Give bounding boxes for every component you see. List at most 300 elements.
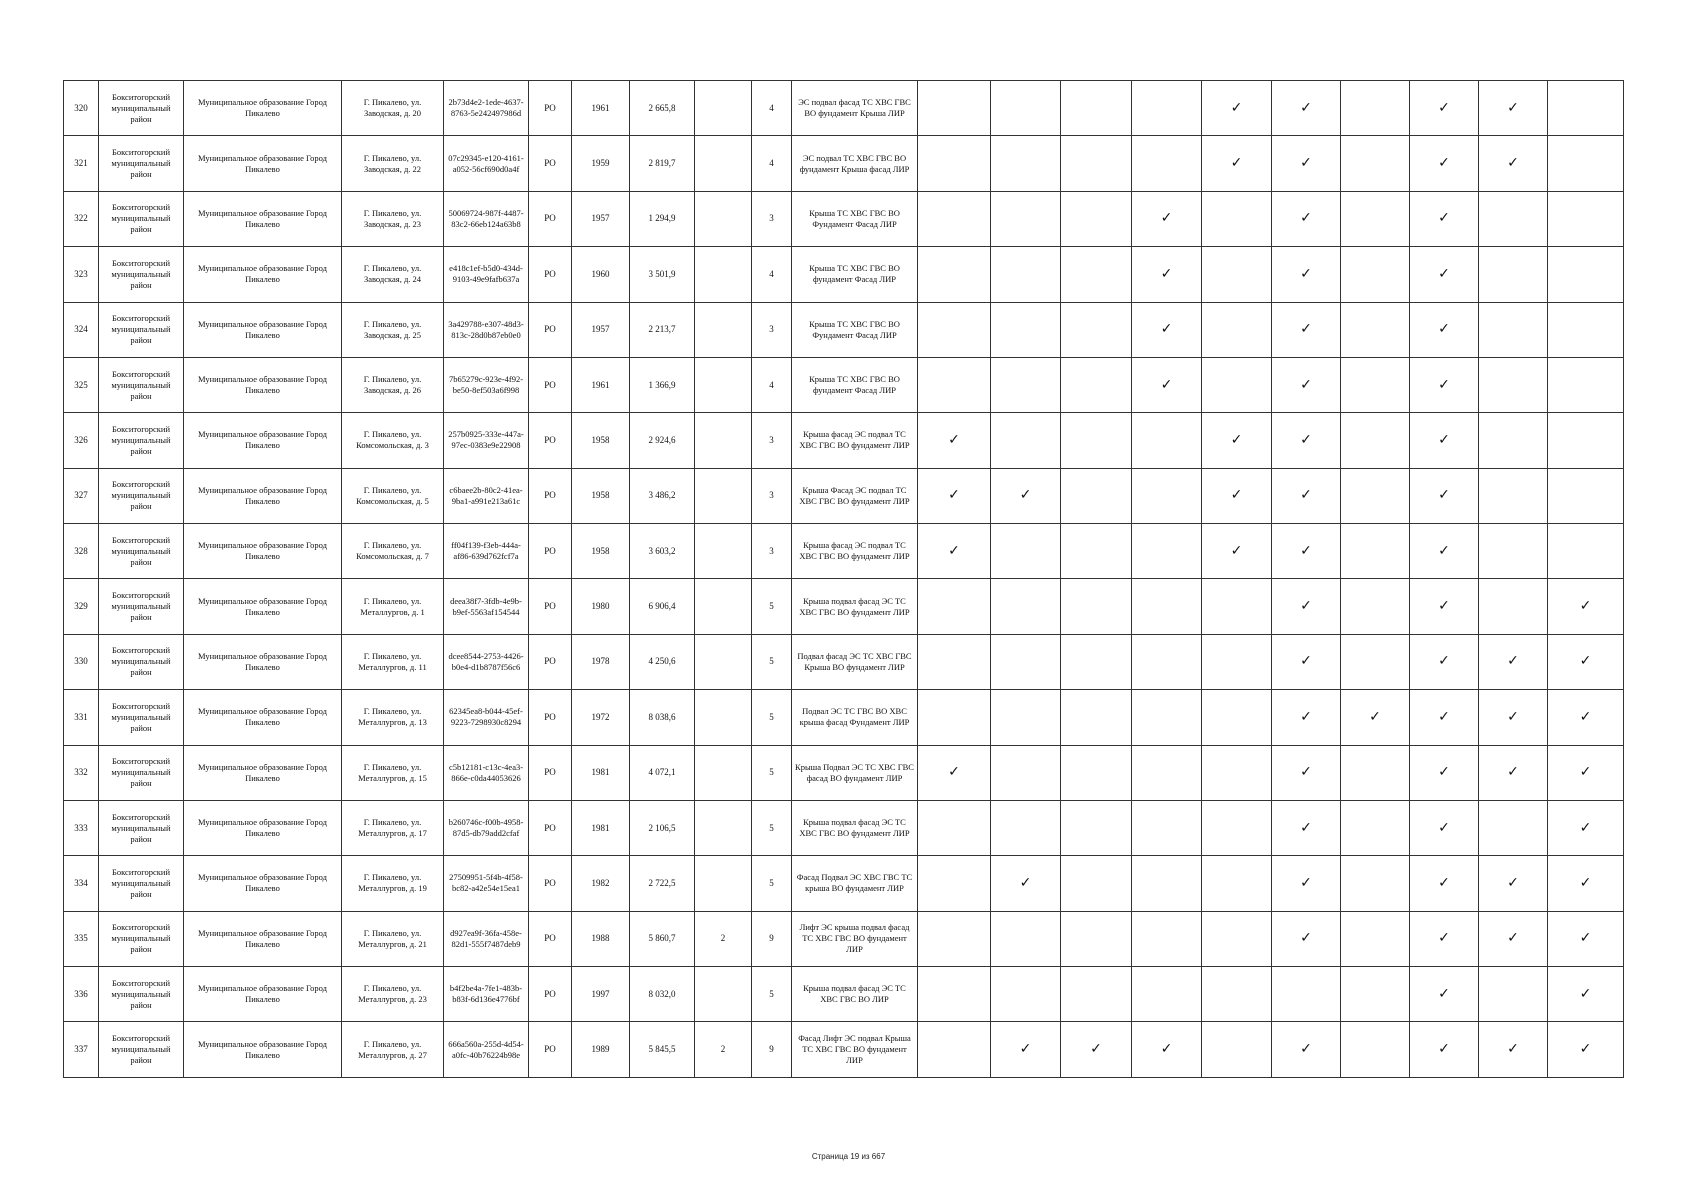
work-check-cell (1479, 800, 1548, 855)
work-check-cell (1548, 634, 1624, 689)
row-number: 324 (64, 302, 99, 357)
work-check-cell (1410, 690, 1479, 745)
check-mark-icon: ✓ (1300, 99, 1312, 116)
lifts-cell (695, 524, 752, 579)
work-check-cell (1061, 690, 1132, 745)
building-id-cell: d927ea9f-36fa-458e-82d1-555f7487deb9 (444, 911, 529, 966)
work-check-cell (1341, 191, 1410, 246)
building-id-cell: 27509951-5f4b-4f58-bc82-a42e54e15ea1 (444, 856, 529, 911)
type-cell: РО (529, 579, 572, 634)
row-number: 328 (64, 524, 99, 579)
work-check-cell (1341, 690, 1410, 745)
work-check-cell (1479, 302, 1548, 357)
check-mark-icon: ✓ (948, 542, 960, 559)
work-check-cell (1061, 524, 1132, 579)
row-number: 326 (64, 413, 99, 468)
floors-cell: 3 (752, 524, 792, 579)
work-check-cell (1341, 911, 1410, 966)
table-row (64, 690, 1624, 745)
work-check-cell (1410, 191, 1479, 246)
work-check-cell (1061, 81, 1132, 136)
area-cell: 5 845,5 (630, 1022, 695, 1078)
work-check-cell (1479, 1022, 1548, 1078)
check-mark-icon: ✓ (948, 764, 960, 781)
work-check-cell (1272, 413, 1341, 468)
year-cell: 1961 (572, 357, 630, 412)
row-number: 335 (64, 911, 99, 966)
work-check-cell (918, 468, 991, 523)
work-check-cell (1272, 690, 1341, 745)
work-check-cell (918, 524, 991, 579)
table-row (64, 191, 1624, 246)
work-check-cell (1202, 524, 1272, 579)
year-cell: 1958 (572, 468, 630, 523)
floors-cell: 9 (752, 911, 792, 966)
work-check-cell (918, 136, 991, 191)
works-list-cell: Фасад Лифт ЭС подвал Крыша ТС ХВС ГВС ВО фундамент ЛИР (792, 1022, 918, 1078)
work-check-cell (1202, 247, 1272, 302)
district-cell: Бокситогорский муниципальный район (99, 634, 184, 689)
works-list-cell: Крыша ТС ХВС ГВС ВО Фундамент Фасад ЛИР (792, 302, 918, 357)
type-cell: РО (529, 745, 572, 800)
works-list-cell: Крыша ТС ХВС ГВС ВО фундамент Фасад ЛИР (792, 357, 918, 412)
work-check-cell (1479, 468, 1548, 523)
type-cell: РО (529, 1022, 572, 1078)
floors-cell: 5 (752, 690, 792, 745)
row-number: 320 (64, 81, 99, 136)
works-list-cell: Крыша Фасад ЭС подвал ТС ХВС ГВС ВО фундамент ЛИР (792, 468, 918, 523)
work-check-cell (1341, 81, 1410, 136)
check-mark-icon: ✓ (1438, 542, 1450, 559)
work-check-cell (918, 357, 991, 412)
works-list-cell: Лифт ЭС крыша подвал фасад ТС ХВС ГВС ВО фундамент ЛИР (792, 911, 918, 966)
row-number: 321 (64, 136, 99, 191)
work-check-cell (991, 191, 1061, 246)
year-cell: 1957 (572, 302, 630, 357)
work-check-cell (1202, 911, 1272, 966)
check-mark-icon: ✓ (1300, 874, 1312, 891)
work-check-cell (1341, 247, 1410, 302)
work-check-cell (1061, 911, 1132, 966)
work-check-cell (1548, 524, 1624, 579)
work-check-cell (918, 911, 991, 966)
area-cell: 3 603,2 (630, 524, 695, 579)
address-cell: Г. Пикалево, ул. Комсомольская, д. 7 (342, 524, 444, 579)
work-check-cell (1272, 579, 1341, 634)
district-cell: Бокситогорский муниципальный район (99, 191, 184, 246)
check-mark-icon: ✓ (1300, 708, 1312, 725)
works-list-cell: Крыша ТС ХВС ГВС ВО фундамент Фасад ЛИР (792, 247, 918, 302)
floors-cell: 5 (752, 856, 792, 911)
check-mark-icon: ✓ (1160, 321, 1173, 338)
work-check-cell (1202, 745, 1272, 800)
work-check-cell (1061, 1022, 1132, 1078)
check-mark-icon: ✓ (1579, 985, 1592, 1002)
work-check-cell (1061, 967, 1132, 1022)
work-check-cell (1548, 856, 1624, 911)
municipality-cell: Муниципальное образование Город Пикалево (184, 357, 342, 412)
work-check-cell (991, 634, 1061, 689)
area-cell: 1 294,9 (630, 191, 695, 246)
municipality-cell: Муниципальное образование Город Пикалево (184, 800, 342, 855)
building-id-cell: 2b73d4e2-1ede-4637-8763-5e242497986d (444, 81, 529, 136)
type-cell: РО (529, 634, 572, 689)
row-number: 325 (64, 357, 99, 412)
work-check-cell (1548, 911, 1624, 966)
check-mark-icon: ✓ (1300, 321, 1312, 338)
area-cell: 2 722,5 (630, 856, 695, 911)
municipality-cell: Муниципальное образование Город Пикалево (184, 1022, 342, 1078)
work-check-cell (1061, 413, 1132, 468)
address-cell: Г. Пикалево, ул. Заводская, д. 22 (342, 136, 444, 191)
table-row (64, 634, 1624, 689)
building-id-cell: c5b12181-c13c-4ea3-866e-c0da44053626 (444, 745, 529, 800)
type-cell: РО (529, 247, 572, 302)
area-cell: 6 906,4 (630, 579, 695, 634)
area-cell: 2 106,5 (630, 800, 695, 855)
type-cell: РО (529, 800, 572, 855)
lifts-cell (695, 579, 752, 634)
work-check-cell (1132, 247, 1202, 302)
building-id-cell: b4f2be4a-7fe1-483b-b83f-6d136e4776bf (444, 967, 529, 1022)
work-check-cell (1132, 800, 1202, 855)
year-cell: 1981 (572, 745, 630, 800)
work-check-cell (1272, 1022, 1341, 1078)
check-mark-icon: ✓ (1300, 1041, 1312, 1058)
work-check-cell (918, 81, 991, 136)
district-cell: Бокситогорский муниципальный район (99, 745, 184, 800)
floors-cell: 3 (752, 191, 792, 246)
check-mark-icon: ✓ (1438, 708, 1450, 725)
works-list-cell: Крыша фасад ЭС подвал ТС ХВС ГВС ВО фундамент ЛИР (792, 413, 918, 468)
work-check-cell (1061, 634, 1132, 689)
district-cell: Бокситогорский муниципальный район (99, 136, 184, 191)
check-mark-icon: ✓ (1230, 155, 1243, 172)
work-check-cell (1202, 690, 1272, 745)
lifts-cell (695, 967, 752, 1022)
work-check-cell (991, 1022, 1061, 1078)
work-check-cell (1202, 800, 1272, 855)
work-check-cell (1132, 1022, 1202, 1078)
building-id-cell: ff04f139-f3eb-444a-af86-639d762fcf7a (444, 524, 529, 579)
check-mark-icon: ✓ (1438, 764, 1450, 781)
area-cell: 2 213,7 (630, 302, 695, 357)
year-cell: 1980 (572, 579, 630, 634)
table-row (64, 247, 1624, 302)
address-cell: Г. Пикалево, ул. Заводская, д. 20 (342, 81, 444, 136)
work-check-cell (1272, 800, 1341, 855)
row-number: 329 (64, 579, 99, 634)
row-number: 333 (64, 800, 99, 855)
row-number: 323 (64, 247, 99, 302)
municipality-cell: Муниципальное образование Город Пикалево (184, 634, 342, 689)
floors-cell: 3 (752, 413, 792, 468)
lifts-cell (695, 81, 752, 136)
district-cell: Бокситогорский муниципальный район (99, 247, 184, 302)
type-cell: РО (529, 524, 572, 579)
area-cell: 8 032,0 (630, 967, 695, 1022)
works-list-cell: Крыша подвал фасад ЭС ТС ХВС ГВС ВО фундамент ЛИР (792, 579, 918, 634)
work-check-cell (991, 357, 1061, 412)
lifts-cell (695, 191, 752, 246)
work-check-cell (1132, 191, 1202, 246)
check-mark-icon: ✓ (1438, 487, 1450, 504)
check-mark-icon: ✓ (1438, 155, 1450, 172)
municipality-cell: Муниципальное образование Город Пикалево (184, 191, 342, 246)
type-cell: РО (529, 302, 572, 357)
work-check-cell (1061, 247, 1132, 302)
work-check-cell (991, 302, 1061, 357)
type-cell: РО (529, 468, 572, 523)
work-check-cell (991, 468, 1061, 523)
table-row (64, 136, 1624, 191)
work-check-cell (1341, 357, 1410, 412)
works-list-cell: Подвал ЭС ТС ГВС ВО ХВС крыша фасад Фундамент ЛИР (792, 690, 918, 745)
district-cell: Бокситогорский муниципальный район (99, 967, 184, 1022)
work-check-cell (991, 690, 1061, 745)
year-cell: 1997 (572, 967, 630, 1022)
work-check-cell (1548, 579, 1624, 634)
district-cell: Бокситогорский муниципальный район (99, 800, 184, 855)
municipality-cell: Муниципальное образование Город Пикалево (184, 579, 342, 634)
year-cell: 1989 (572, 1022, 630, 1078)
table-row (64, 856, 1624, 911)
check-mark-icon: ✓ (1300, 155, 1312, 172)
work-check-cell (1202, 136, 1272, 191)
work-check-cell (1410, 967, 1479, 1022)
work-check-cell (918, 856, 991, 911)
lifts-cell (695, 690, 752, 745)
floors-cell: 4 (752, 247, 792, 302)
check-mark-icon: ✓ (1300, 930, 1312, 947)
lifts-cell (695, 247, 752, 302)
district-cell: Бокситогорский муниципальный район (99, 579, 184, 634)
work-check-cell (991, 911, 1061, 966)
address-cell: Г. Пикалево, ул. Металлургов, д. 19 (342, 856, 444, 911)
table-row (64, 745, 1624, 800)
work-check-cell (1132, 856, 1202, 911)
check-mark-icon: ✓ (1090, 1041, 1102, 1058)
row-number: 332 (64, 745, 99, 800)
work-check-cell (1132, 745, 1202, 800)
check-mark-icon: ✓ (1230, 99, 1243, 116)
check-mark-icon: ✓ (1507, 1041, 1519, 1058)
municipality-cell: Муниципальное образование Город Пикалево (184, 247, 342, 302)
municipality-cell: Муниципальное образование Город Пикалево (184, 468, 342, 523)
work-check-cell (1341, 800, 1410, 855)
check-mark-icon: ✓ (1160, 265, 1173, 282)
municipality-cell: Муниципальное образование Город Пикалево (184, 524, 342, 579)
type-cell: РО (529, 911, 572, 966)
work-check-cell (1548, 136, 1624, 191)
floors-cell: 4 (752, 136, 792, 191)
table-row (64, 357, 1624, 412)
work-check-cell (918, 579, 991, 634)
table-row (64, 800, 1624, 855)
check-mark-icon: ✓ (1438, 985, 1450, 1002)
building-id-cell: 07c29345-e120-4161-a052-56cf690d0a4f (444, 136, 529, 191)
work-check-cell (1410, 413, 1479, 468)
check-mark-icon: ✓ (1507, 874, 1519, 891)
work-check-cell (1272, 524, 1341, 579)
work-check-cell (1548, 247, 1624, 302)
work-check-cell (1410, 524, 1479, 579)
work-check-cell (1479, 745, 1548, 800)
district-cell: Бокситогорский муниципальный район (99, 1022, 184, 1078)
work-check-cell (1410, 634, 1479, 689)
year-cell: 1988 (572, 911, 630, 966)
year-cell: 1982 (572, 856, 630, 911)
district-cell: Бокситогорский муниципальный район (99, 911, 184, 966)
work-check-cell (1479, 579, 1548, 634)
floors-cell: 4 (752, 81, 792, 136)
building-id-cell: 7b65279c-923e-4f92-be50-8ef503a6f998 (444, 357, 529, 412)
work-check-cell (1132, 136, 1202, 191)
work-check-cell (1479, 247, 1548, 302)
work-check-cell (1202, 302, 1272, 357)
district-cell: Бокситогорский муниципальный район (99, 81, 184, 136)
work-check-cell (1548, 1022, 1624, 1078)
check-mark-icon: ✓ (1438, 376, 1450, 393)
work-check-cell (1479, 634, 1548, 689)
work-check-cell (1341, 856, 1410, 911)
municipality-cell: Муниципальное образование Город Пикалево (184, 856, 342, 911)
check-mark-icon: ✓ (1300, 819, 1312, 836)
work-check-cell (1132, 967, 1202, 1022)
municipality-cell: Муниципальное образование Город Пикалево (184, 81, 342, 136)
row-number: 334 (64, 856, 99, 911)
work-check-cell (1132, 690, 1202, 745)
check-mark-icon: ✓ (1019, 874, 1032, 891)
work-check-cell (1548, 413, 1624, 468)
district-cell: Бокситогорский муниципальный район (99, 357, 184, 412)
work-check-cell (1061, 136, 1132, 191)
check-mark-icon: ✓ (1579, 1041, 1592, 1058)
check-mark-icon: ✓ (1579, 874, 1592, 891)
work-check-cell (1341, 579, 1410, 634)
check-mark-icon: ✓ (1438, 321, 1450, 338)
lifts-cell: 2 (695, 1022, 752, 1078)
address-cell: Г. Пикалево, ул. Металлургов, д. 27 (342, 1022, 444, 1078)
work-check-cell (1272, 191, 1341, 246)
check-mark-icon: ✓ (1579, 708, 1592, 725)
check-mark-icon: ✓ (1300, 598, 1312, 615)
table-row (64, 81, 1624, 136)
address-cell: Г. Пикалево, ул. Металлургов, д. 23 (342, 967, 444, 1022)
check-mark-icon: ✓ (1019, 1041, 1032, 1058)
check-mark-icon: ✓ (1438, 598, 1450, 615)
work-check-cell (1272, 911, 1341, 966)
housing-registry-table (63, 80, 1624, 1078)
check-mark-icon: ✓ (1438, 930, 1450, 947)
work-check-cell (1132, 634, 1202, 689)
lifts-cell (695, 357, 752, 412)
work-check-cell (1341, 1022, 1410, 1078)
table-row (64, 413, 1624, 468)
year-cell: 1972 (572, 690, 630, 745)
work-check-cell (1202, 634, 1272, 689)
work-check-cell (1272, 302, 1341, 357)
work-check-cell (1202, 413, 1272, 468)
work-check-cell (1548, 800, 1624, 855)
work-check-cell (1479, 856, 1548, 911)
area-cell: 2 924,6 (630, 413, 695, 468)
check-mark-icon: ✓ (1507, 653, 1519, 670)
work-check-cell (1410, 1022, 1479, 1078)
works-list-cell: Крыша подвал фасад ЭС ТС ХВС ГВС ВО ЛИР (792, 967, 918, 1022)
municipality-cell: Муниципальное образование Город Пикалево (184, 413, 342, 468)
work-check-cell (991, 524, 1061, 579)
check-mark-icon: ✓ (1230, 542, 1243, 559)
work-check-cell (918, 967, 991, 1022)
work-check-cell (1548, 967, 1624, 1022)
work-check-cell (1202, 357, 1272, 412)
floors-cell: 5 (752, 745, 792, 800)
table-row (64, 1022, 1624, 1078)
work-check-cell (1548, 357, 1624, 412)
page-number: Страница 19 из 667 (811, 1152, 886, 1161)
year-cell: 1981 (572, 800, 630, 855)
table-row (64, 302, 1624, 357)
lifts-cell (695, 634, 752, 689)
municipality-cell: Муниципальное образование Город Пикалево (184, 745, 342, 800)
building-id-cell: 62345ea8-b044-45ef-9223-7298930c8294 (444, 690, 529, 745)
lifts-cell (695, 136, 752, 191)
work-check-cell (991, 81, 1061, 136)
type-cell: РО (529, 413, 572, 468)
municipality-cell: Муниципальное образование Город Пикалево (184, 136, 342, 191)
building-id-cell: b260746c-f00b-4958-87d5-db79add2cfaf (444, 800, 529, 855)
work-check-cell (1548, 468, 1624, 523)
address-cell: Г. Пикалево, ул. Комсомольская, д. 5 (342, 468, 444, 523)
check-mark-icon: ✓ (1579, 764, 1592, 781)
work-check-cell (1061, 191, 1132, 246)
work-check-cell (1272, 136, 1341, 191)
work-check-cell (1272, 468, 1341, 523)
check-mark-icon: ✓ (1579, 598, 1592, 615)
lifts-cell: 2 (695, 911, 752, 966)
work-check-cell (1202, 967, 1272, 1022)
work-check-cell (1061, 579, 1132, 634)
check-mark-icon: ✓ (1507, 99, 1519, 116)
check-mark-icon: ✓ (1300, 764, 1312, 781)
municipality-cell: Муниципальное образование Город Пикалево (184, 967, 342, 1022)
row-number: 331 (64, 690, 99, 745)
work-check-cell (918, 1022, 991, 1078)
works-list-cell: Крыша Подвал ЭС ТС ХВС ГВС фасад ВО фундамент ЛИР (792, 745, 918, 800)
check-mark-icon: ✓ (1160, 376, 1173, 393)
type-cell: РО (529, 856, 572, 911)
work-check-cell (1479, 911, 1548, 966)
building-id-cell: 257b0925-333e-447a-97ec-0383e9e22908 (444, 413, 529, 468)
check-mark-icon: ✓ (948, 487, 960, 504)
type-cell: РО (529, 81, 572, 136)
building-id-cell: e418c1ef-b5d0-434d-9103-49e9fafb637a (444, 247, 529, 302)
work-check-cell (1479, 357, 1548, 412)
check-mark-icon: ✓ (1019, 487, 1032, 504)
work-check-cell (991, 856, 1061, 911)
type-cell: РО (529, 191, 572, 246)
work-check-cell (1132, 302, 1202, 357)
work-check-cell (1202, 191, 1272, 246)
area-cell: 3 501,9 (630, 247, 695, 302)
building-id-cell: 50069724-987f-4487-83c2-66eb124a63b8 (444, 191, 529, 246)
work-check-cell (991, 800, 1061, 855)
row-number: 327 (64, 468, 99, 523)
work-check-cell (1202, 1022, 1272, 1078)
check-mark-icon: ✓ (1507, 708, 1519, 725)
address-cell: Г. Пикалево, ул. Металлургов, д. 17 (342, 800, 444, 855)
